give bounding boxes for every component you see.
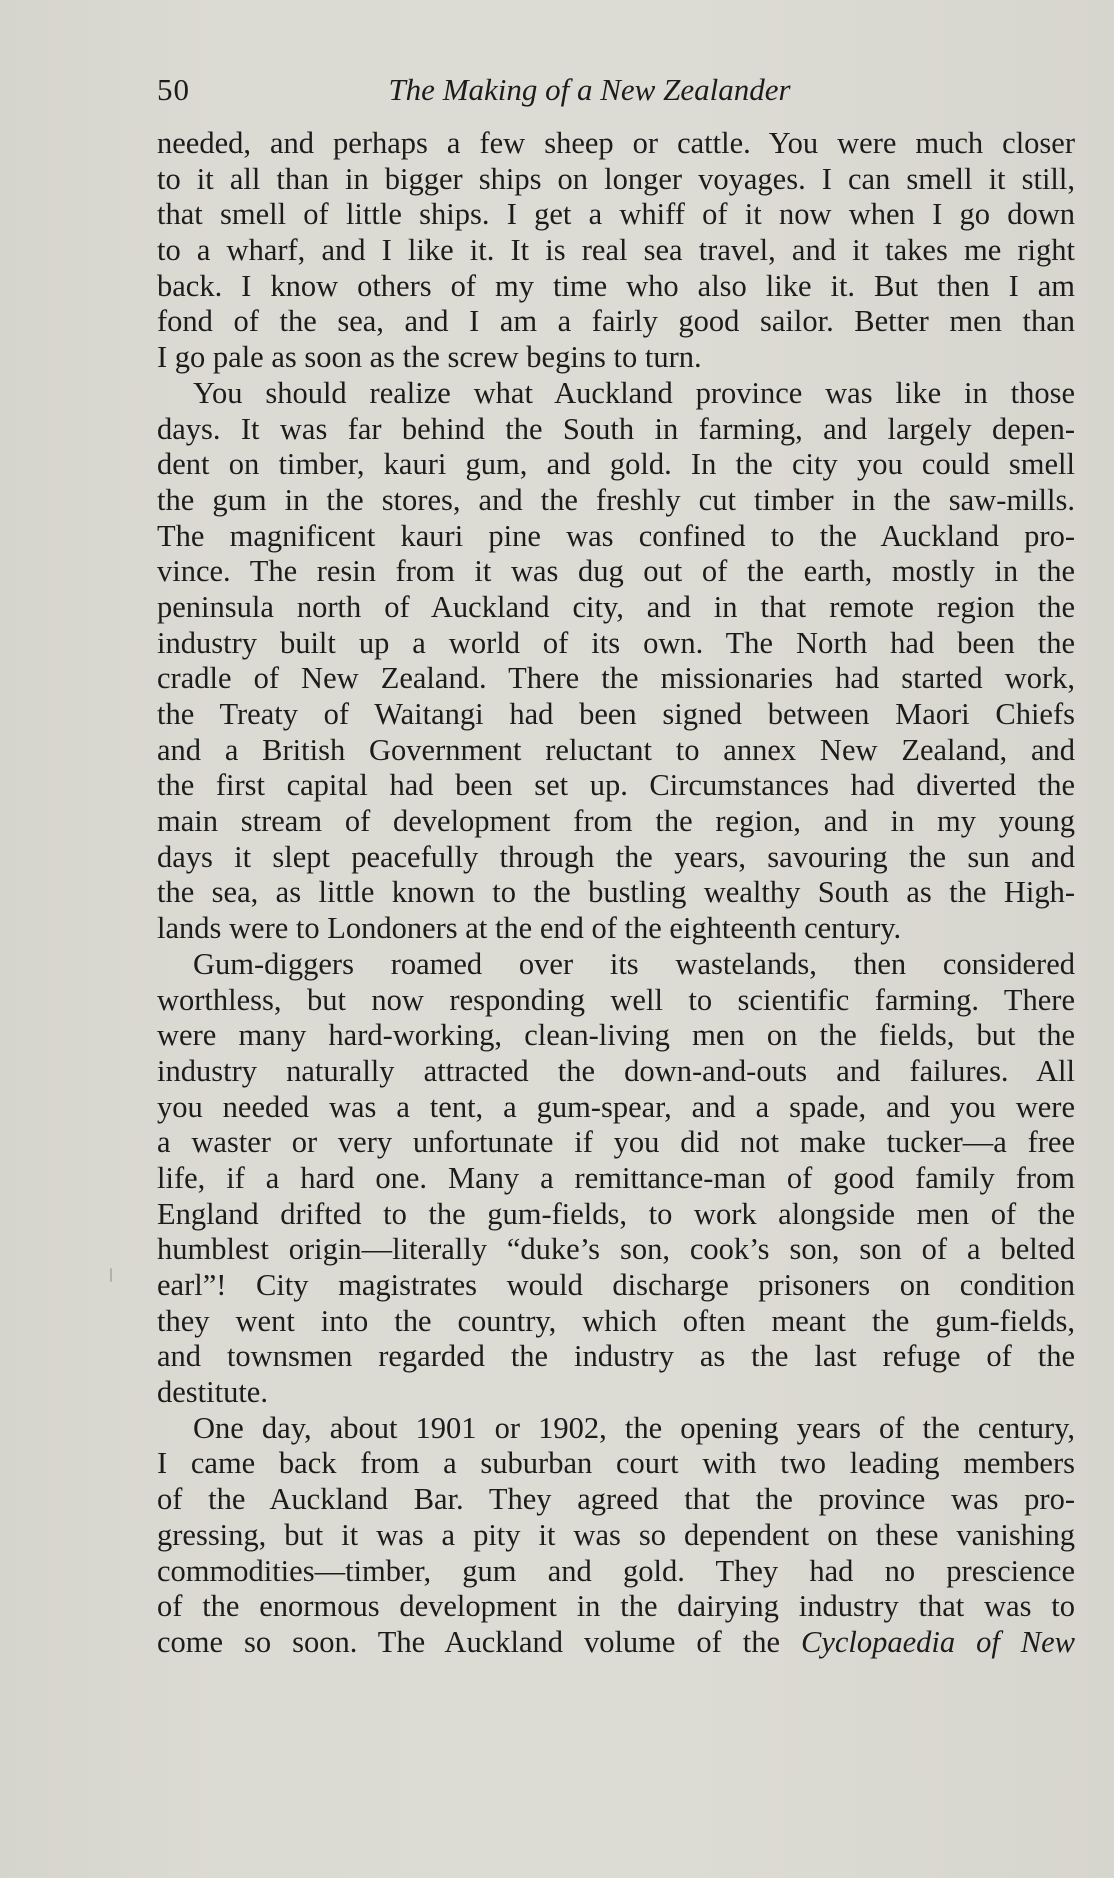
text-line: worthless, but now responding well to scientific farming. There — [157, 982, 1075, 1017]
text-line: England drifted to the gum-fields, to work alongside men of the — [157, 1196, 1075, 1231]
text-line: of the Auckland Bar. They agreed that the province was pro- — [157, 1482, 1075, 1517]
text-line: main stream of development from the region, and in my young — [157, 804, 1075, 839]
text-line: life, if a hard one. Many a remittance-man of good family from — [157, 1160, 1075, 1195]
text-line: gressing, but it was a pity it was so dependent on these vanishing — [157, 1517, 1075, 1552]
paragraph-first-line: One day, about 1901 or 1902, the opening years of the century, — [193, 1410, 1075, 1445]
text-line: the sea, as little known to the bustling wealthy South as the High- — [157, 875, 1075, 910]
text-line: and a British Government reluctant to annex New Zealand, and — [157, 732, 1075, 767]
body-text — [157, 126, 1075, 1661]
text-line: the Treaty of Waitangi had been signed between Maori Chiefs — [157, 697, 1075, 731]
running-title: The Making of a New Zealander — [388, 72, 791, 107]
book-title-italic: Cyclopaedia of New — [800, 1624, 1075, 1659]
paper-speck — [110, 1268, 112, 1282]
text-line: to it all than in bigger ships on longer voyages. I can smell it still, — [157, 161, 1075, 196]
text-line: fond of the sea, and I am a fairly good sailor. Better men than — [157, 304, 1075, 339]
text-line: industry built up a world of its own. The North had been the — [157, 625, 1075, 660]
text-line: commodities—timber, gum and gold. They had no prescience — [157, 1553, 1075, 1588]
text-line-final — [157, 1625, 1075, 1661]
text-line: cradle of New Zealand. There the missionaries had started work, — [157, 661, 1075, 696]
text-line: I go pale as soon as the screw begins to turn. — [157, 340, 702, 375]
text-line: days it slept peacefully through the years, savouring the sun and — [157, 839, 1075, 874]
text-line: the gum in the stores, and the freshly cut timber in the saw-mills. — [157, 482, 1075, 517]
text-line: of the enormous development in the dairying industry that was to — [157, 1589, 1075, 1624]
text-line: lands were to Londoners at the end of the eighteenth century. — [157, 911, 902, 946]
text-line: to a wharf, and I like it. It is real sea travel, and it takes me right — [157, 233, 1075, 268]
text-line: were many hard-working, clean-living men on the fields, but the — [157, 1018, 1075, 1053]
page-number: 50 — [157, 72, 190, 107]
text-line: The magnificent kauri pine was confined to the Auckland pro- — [157, 518, 1075, 553]
text-line: and townsmen regarded the industry as the last refuge of the — [157, 1339, 1075, 1374]
paragraph-first-line: Gum-diggers roamed over its wastelands, then considered — [193, 946, 1075, 981]
text-line: earl”! City magistrates would discharge prisoners on condition — [157, 1268, 1075, 1302]
page-header — [157, 70, 1077, 110]
text-line: industry naturally attracted the down-and-outs and failures. All — [157, 1053, 1075, 1088]
text-line: humblest origin—literally “duke’s son, cook’s son, son of a belted — [157, 1232, 1075, 1267]
text-line: they went into the country, which often meant the gum-fields, — [157, 1303, 1075, 1338]
text-line: peninsula north of Auckland city, and in that remote region the — [157, 589, 1075, 624]
text-segment: come so soon. The Auckland volume of the — [157, 1624, 801, 1659]
text-line: you needed was a tent, a gum-spear, and a spade, and you were — [157, 1089, 1075, 1124]
text-line: that smell of little ships. I get a whiff of it now when I go down — [157, 197, 1075, 232]
paragraph-first-line: You should realize what Auckland province was like in those — [193, 375, 1075, 410]
text-line: back. I know others of my time who also like it. But then I am — [157, 268, 1075, 303]
text-line: needed, and perhaps a few sheep or cattle. You were much closer — [157, 126, 1075, 160]
text-line: destitute. — [157, 1375, 268, 1410]
text-line: days. It was far behind the South in farming, and largely depen- — [157, 411, 1075, 446]
text-line: a waster or very unfortunate if you did not make tucker—a free — [157, 1125, 1075, 1160]
text-line: vince. The resin from it was dug out of the earth, mostly in the — [157, 554, 1075, 589]
text-line: dent on timber, kauri gum, and gold. In the city you could smell — [157, 447, 1075, 482]
text-line: I came back from a suburban court with two leading members — [157, 1446, 1075, 1481]
text-line: the first capital had been set up. Circumstances had diverted the — [157, 768, 1075, 803]
